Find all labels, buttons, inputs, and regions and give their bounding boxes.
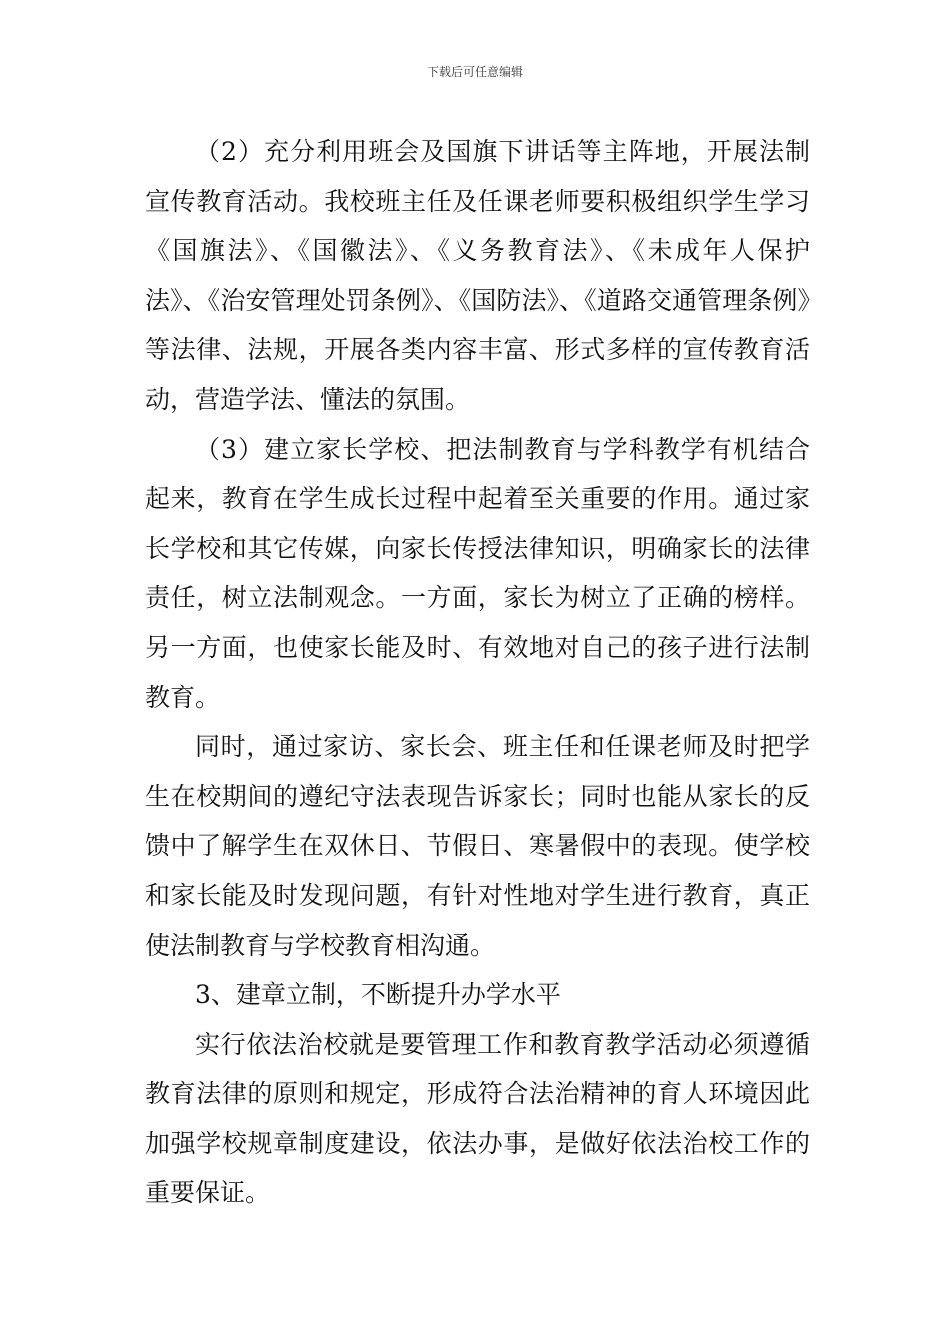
paragraph-class-meeting-publicity: （2）充分利用班会及国旗下讲话等主阵地，开展法制宣传教育活动。我校班主任及任课老师要积极组织学生学习《国旗法》、《国徽法》、《义务教育法》、《未成年人保护 法》、《治安管理处罚条例》、《国防法》、《道路交通管理条例》等法律、法规，开展各类内容丰富、形式多样的宣传教育活动，营造学法、懂法的氛围。: [145, 137, 810, 414]
section-heading-rules: 3、建章立制，不断提升办学水平: [195, 980, 561, 1010]
document-body: [145, 127, 810, 1218]
paragraph-parent-school: （3）建立家长学校、把法制教育与学科教学有机结合起来，教育在学生成长过程中起着至关重要的作用。通过家长学校和其它传媒，向家长传授法律知识，明确家长的法律责任，树立法制观念。一方面，家长为树立了正确的榜样。另一方面，也使家长能及时、有效地对自己的孩子进行法制教育。: [145, 434, 810, 712]
paragraph-rule-of-law: 实行依法治校就是要管理工作和教育教学活动必须遵循教育法律的原则和规定，形成符合法治精神的育人环境因此加强学校规章制度建设，依法办事，是做好依法治校工作的重要保证。: [145, 1029, 810, 1208]
paragraph-home-visits: 同时，通过家访、家长会、班主任和任课老师及时把学生在校期间的遵纪守法表现告诉家长；同时也能从家长的反馈中了解学生在双休日、节假日、寒暑假中的表现。使学校和家长能及时发现问题，有针对性地对学生进行教育，真正使法制教育与学校教育相沟通。: [145, 732, 810, 960]
page-header: 下载后可任意编辑: [426, 65, 523, 79]
